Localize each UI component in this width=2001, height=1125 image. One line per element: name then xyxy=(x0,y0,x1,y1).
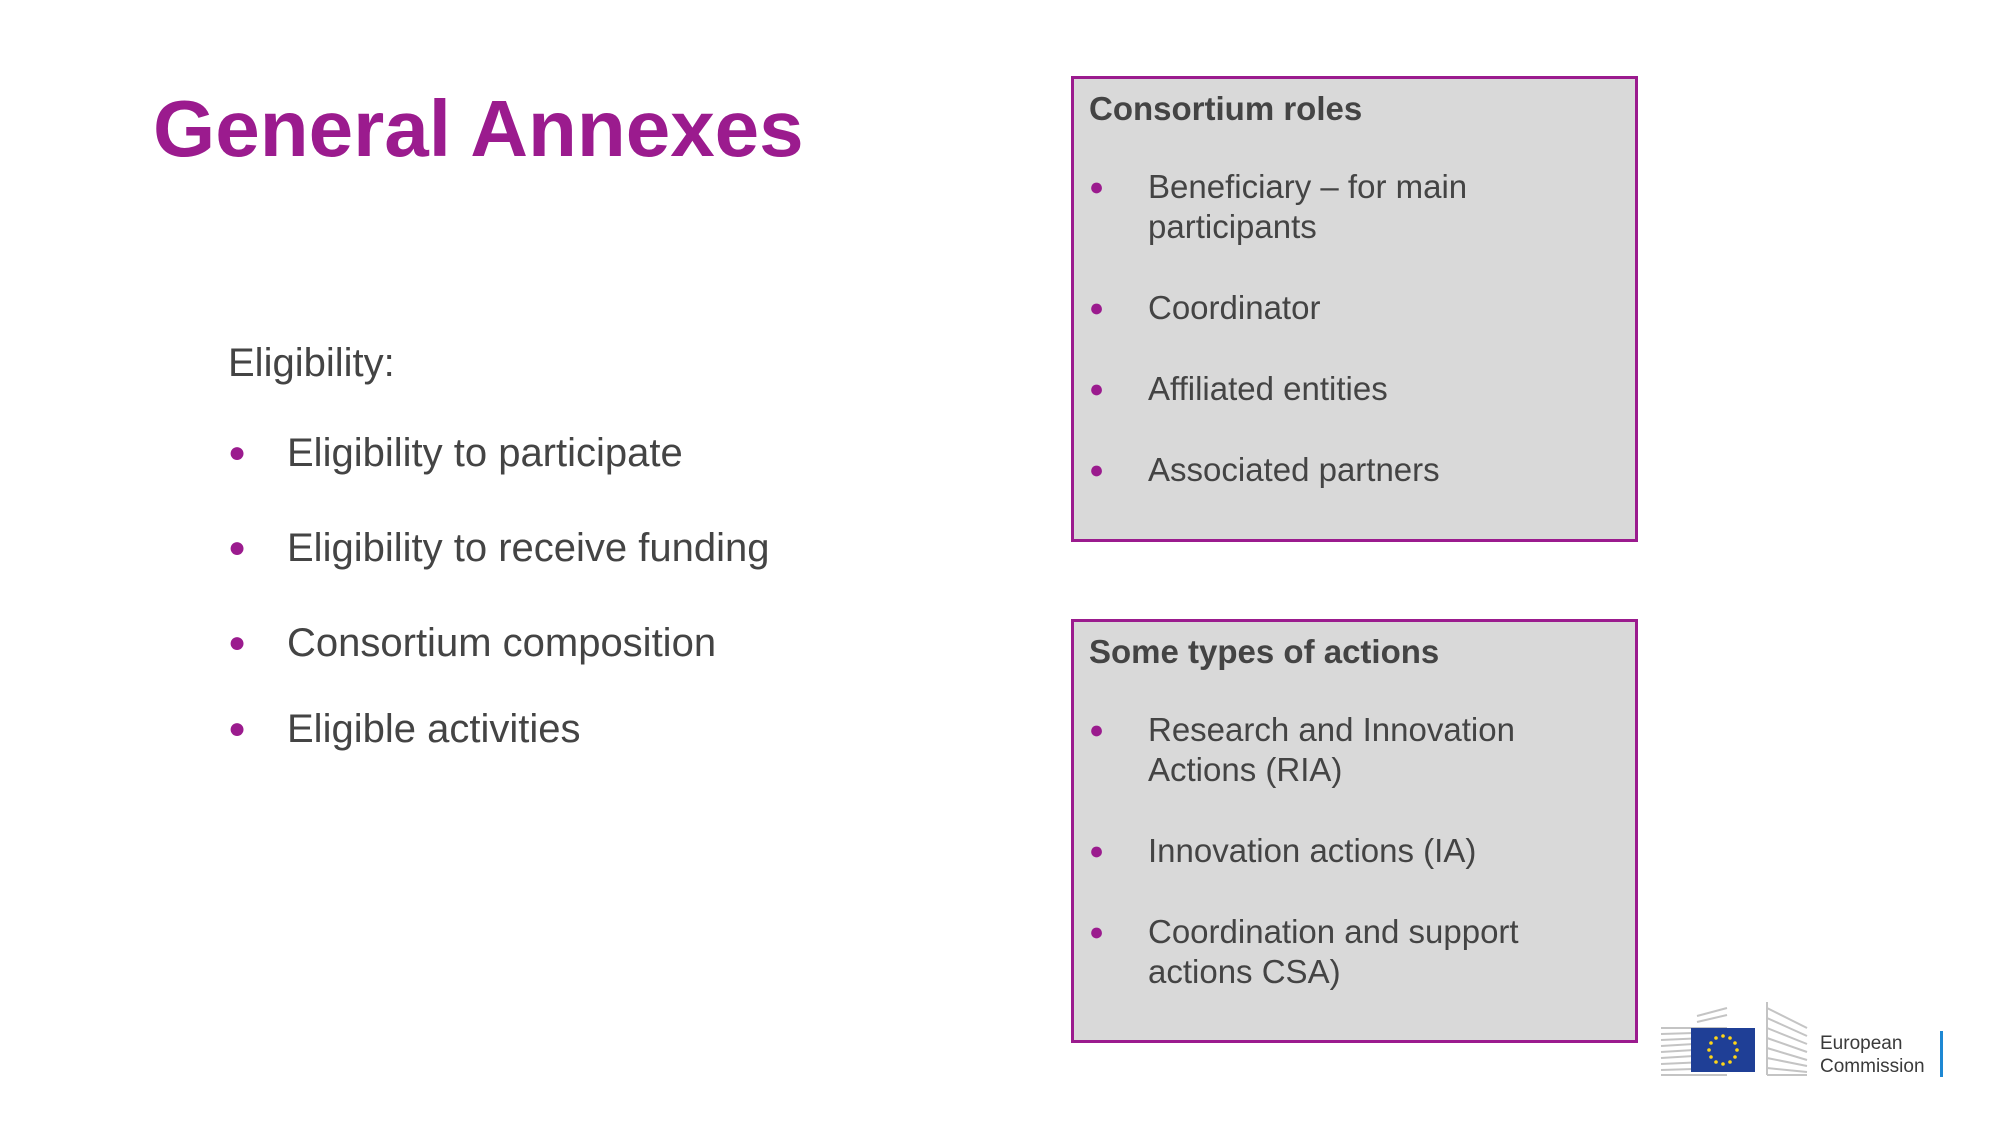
slide-title: General Annexes xyxy=(153,84,804,173)
list-item-text: Coordination and support actions CSA) xyxy=(1148,913,1519,990)
logo-line-european: European xyxy=(1820,1033,1903,1054)
list-item-text: Coordinator xyxy=(1148,289,1321,326)
eligibility-intro: Eligibility: xyxy=(228,341,395,385)
list-item-text: Eligibility to participate xyxy=(287,431,683,475)
list-item xyxy=(1089,912,1619,992)
list-item-text: Eligible activities xyxy=(287,707,581,751)
bullet-icon: ● xyxy=(228,626,247,659)
eligibility-list xyxy=(228,430,928,752)
bullet-icon: ● xyxy=(1089,918,1105,946)
bullet-icon: ● xyxy=(228,712,247,745)
bullet-icon: ● xyxy=(228,531,247,564)
logo-wordmark xyxy=(1820,1032,1925,1078)
logo-accent-bar xyxy=(1940,1031,1943,1077)
list-item xyxy=(228,706,928,752)
bullet-icon: ● xyxy=(1089,456,1105,484)
list-item xyxy=(1089,167,1619,247)
list-item-text: Affiliated entities xyxy=(1148,370,1388,407)
list-item-text: Innovation actions (IA) xyxy=(1148,832,1477,869)
list-item xyxy=(1089,450,1619,490)
list-item xyxy=(228,430,928,476)
box-title: Some types of actions xyxy=(1089,633,1440,670)
list-item xyxy=(228,620,928,666)
list-item xyxy=(1089,831,1619,871)
action-types-box xyxy=(1071,619,1638,1043)
bullet-icon: ● xyxy=(1089,716,1105,744)
bullet-icon: ● xyxy=(1089,294,1105,322)
bullet-icon: ● xyxy=(1089,173,1105,201)
eligibility-section xyxy=(228,340,928,801)
list-item-text: Associated partners xyxy=(1148,451,1440,488)
list-item xyxy=(228,525,928,571)
list-item-text: Research and Innovation Actions (RIA) xyxy=(1148,711,1515,788)
bullet-icon: ● xyxy=(228,436,247,469)
list-item-text: Eligibility to receive funding xyxy=(287,526,770,570)
list-item xyxy=(1089,369,1619,409)
box-title: Consortium roles xyxy=(1089,90,1363,127)
list-item-text: Beneficiary – for main participants xyxy=(1148,168,1468,245)
list-item xyxy=(1089,710,1619,790)
bullet-icon: ● xyxy=(1089,837,1105,865)
bullet-icon: ● xyxy=(1089,375,1105,403)
logo-line-commission: Commission xyxy=(1820,1056,1925,1077)
list-item-text: Consortium composition xyxy=(287,621,717,665)
consortium-roles-list xyxy=(1089,167,1619,490)
list-item xyxy=(1089,288,1619,328)
consortium-roles-box xyxy=(1071,76,1638,542)
action-types-list xyxy=(1089,710,1619,992)
building-graphic-right xyxy=(1767,1002,1807,1075)
